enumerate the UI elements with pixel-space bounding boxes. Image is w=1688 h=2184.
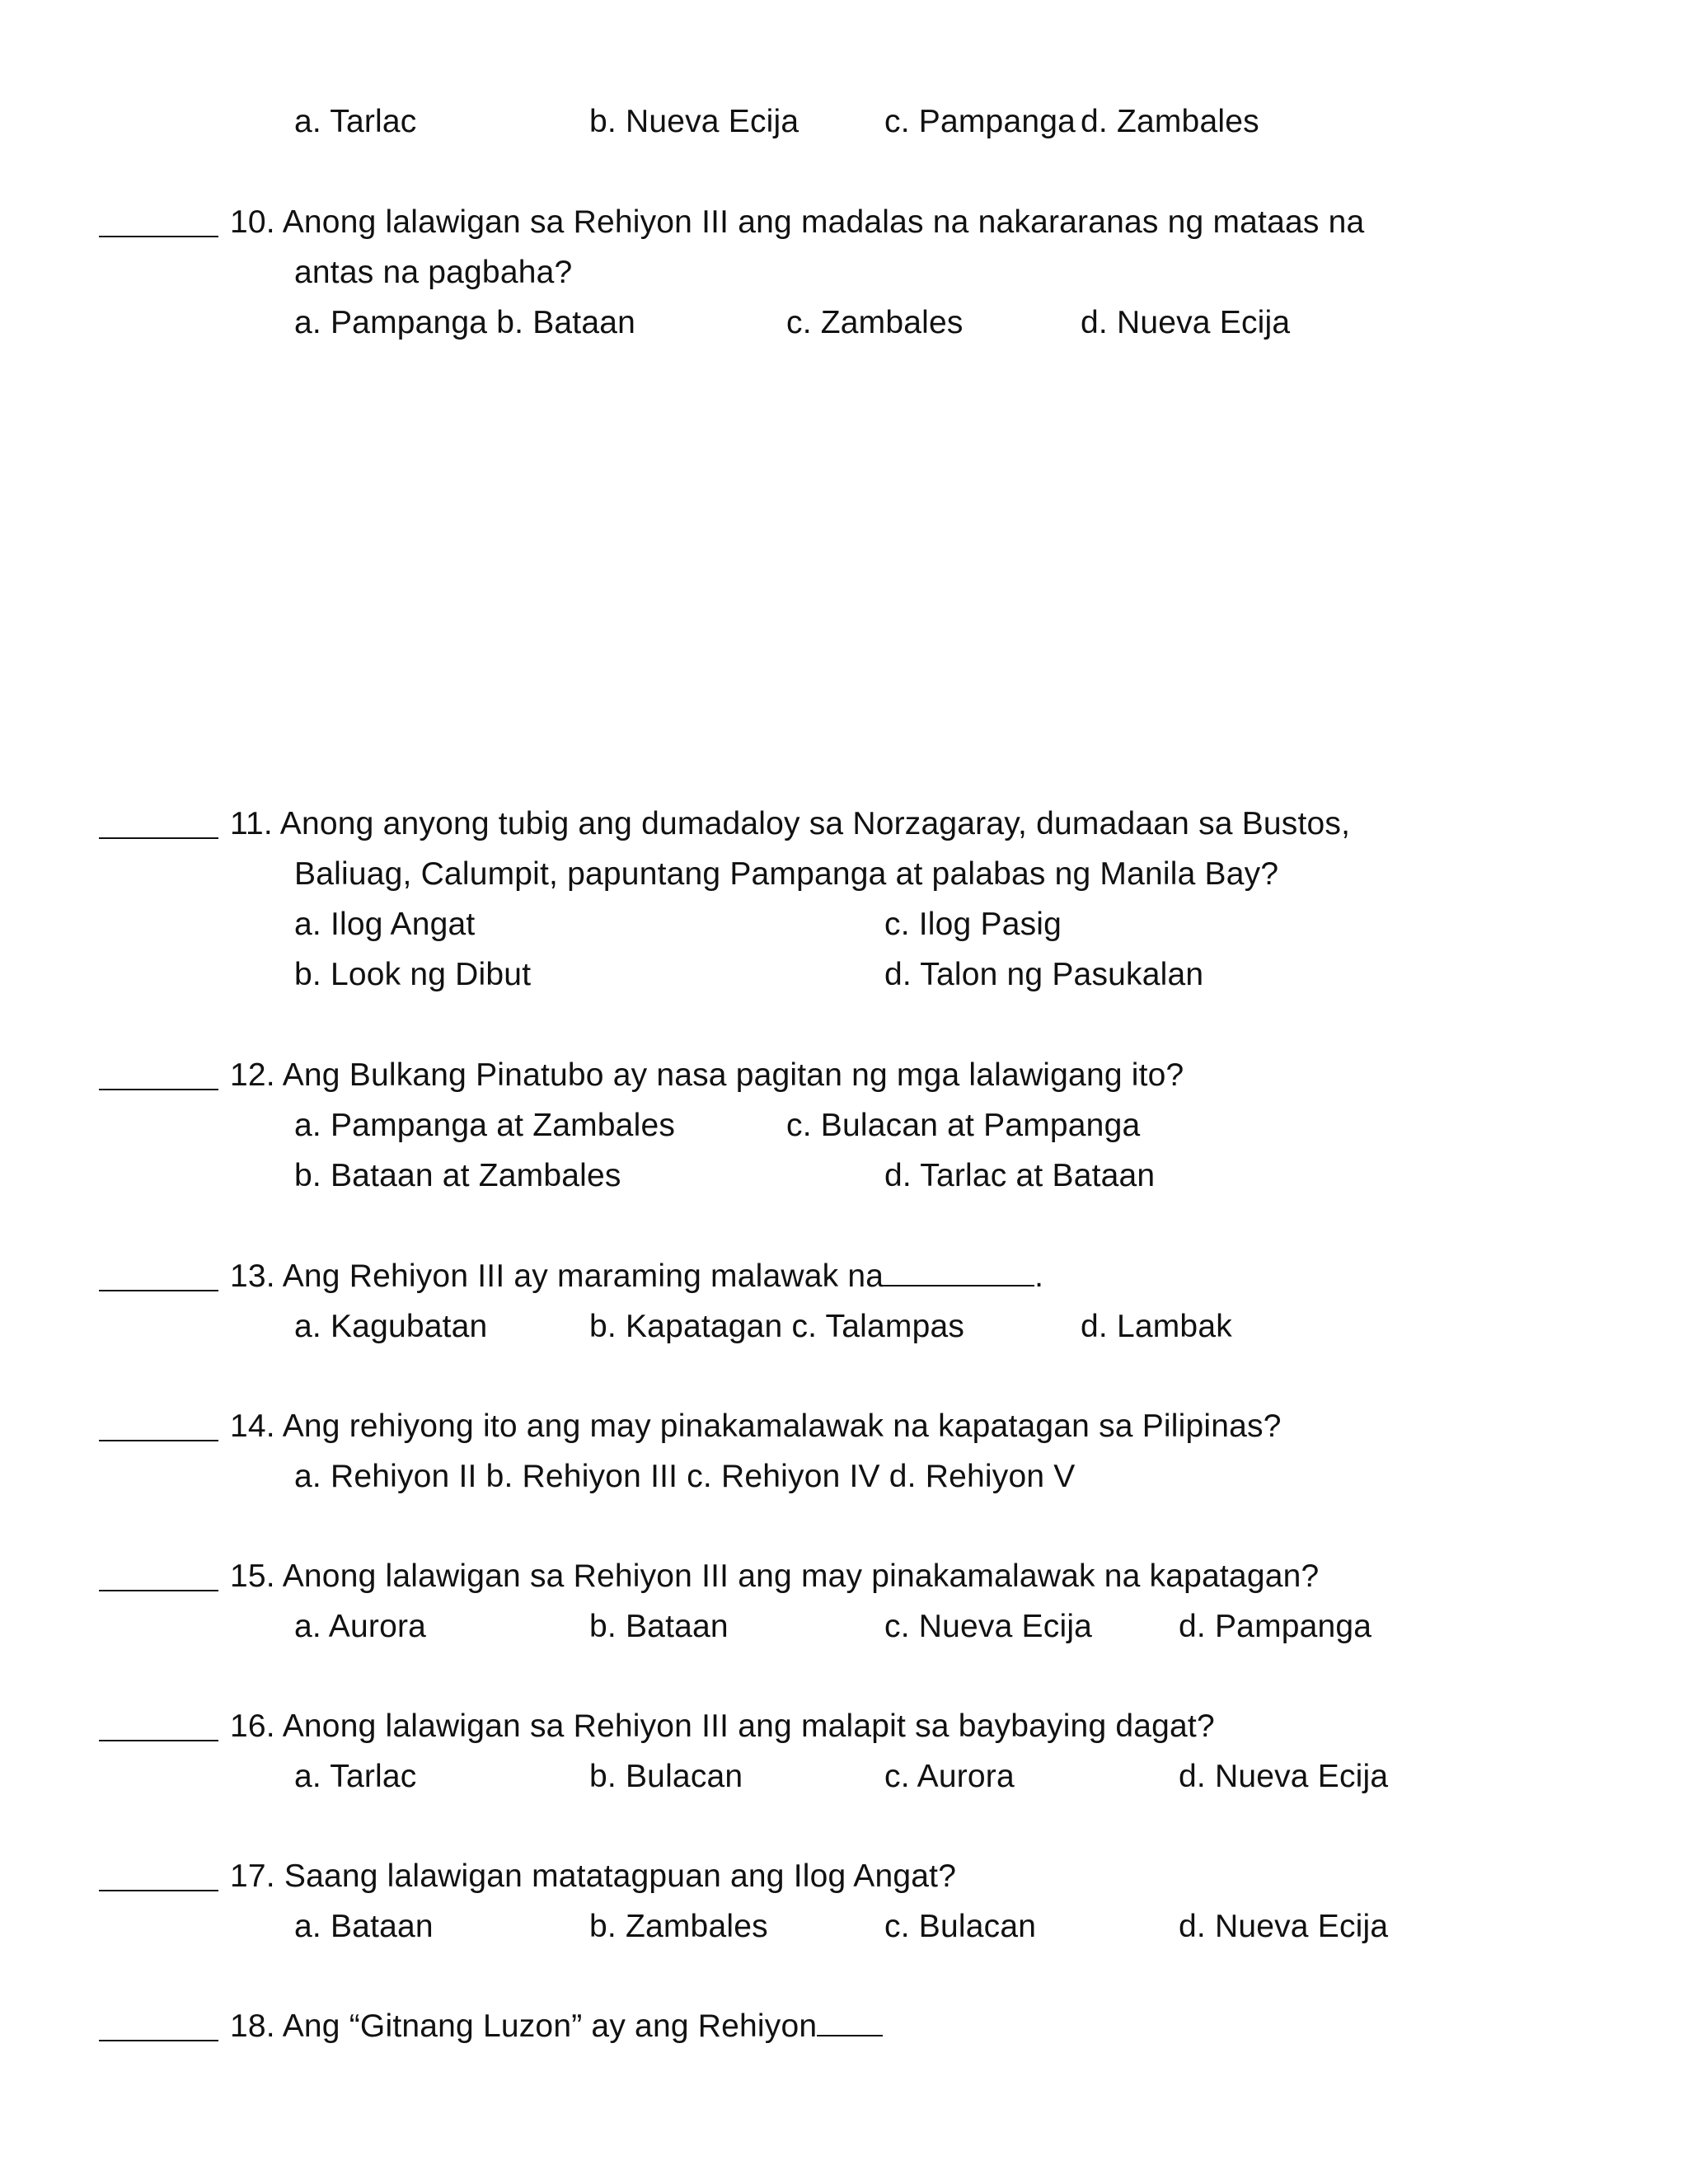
q15-choice-d: d. Pampanga: [1179, 1609, 1372, 1644]
q11-question-line1: 11. Anong anyong tubig ang dumadaloy sa Norzagaray, dumadaan sa Bustos,: [230, 806, 1351, 841]
q11-question-line2: Baliuag, Calumpit, papuntang Pampanga at palabas ng Manila Bay?: [294, 856, 1279, 892]
q16-choice-d: d. Nueva Ecija: [1179, 1759, 1389, 1794]
q10-answer-blank[interactable]: [99, 236, 218, 237]
q16-choice-c: c. Aurora: [884, 1759, 1015, 1794]
q13-question: [230, 1257, 1043, 1296]
q16-answer-blank[interactable]: [99, 1740, 218, 1741]
q18-fill-blank[interactable]: [817, 2010, 883, 2036]
q10-choice-d: d. Nueva Ecija: [1081, 305, 1291, 340]
q13-fill-blank[interactable]: [884, 1260, 1034, 1286]
q11-choice-c: c. Ilog Pasig: [884, 907, 1062, 942]
q10-question-line2: antas na pagbaha?: [294, 255, 573, 290]
q10-question-line1: 10. Anong lalawigan sa Rehiyon III ang madalas na nakararanas ng mataas na: [230, 204, 1365, 240]
q9-choice-d: d. Zambales: [1081, 104, 1259, 139]
q18-question: [230, 2007, 883, 2046]
q11-choice-b: b. Look ng Dibut: [294, 957, 532, 992]
q17-choice-a: a. Bataan: [294, 1909, 434, 1944]
q12-choice-b: b. Bataan at Zambales: [294, 1158, 621, 1193]
q17-choice-d: d. Nueva Ecija: [1179, 1909, 1389, 1944]
q15-answer-blank[interactable]: [99, 1590, 218, 1591]
q17-choice-c: c. Bulacan: [884, 1909, 1037, 1944]
q16-choice-a: a. Tarlac: [294, 1759, 417, 1794]
q11-choice-d: d. Talon ng Pasukalan: [884, 957, 1204, 992]
q17-question: 17. Saang lalawigan matatagpuan ang Ilog Angat?: [230, 1858, 957, 1894]
q18-question-text: 18. Ang “Gitnang Luzon” ay ang Rehiyon: [230, 2008, 818, 2044]
q9-choice-c: c. Pampanga: [884, 104, 1076, 139]
q18-answer-blank[interactable]: [99, 2040, 218, 2041]
q14-choices: a. Rehiyon II b. Rehiyon III c. Rehiyon IV d. Rehiyon V: [294, 1459, 1076, 1494]
q11-choice-a: a. Ilog Angat: [294, 907, 476, 942]
q13-answer-blank[interactable]: [99, 1290, 218, 1291]
q13-choice-bc: b. Kapatagan c. Talampas: [589, 1309, 965, 1344]
q17-choice-b: b. Zambales: [589, 1909, 768, 1944]
q11-answer-blank[interactable]: [99, 837, 218, 839]
q10-choice-ab: a. Pampanga b. Bataan: [294, 305, 636, 340]
q13-choice-a: a. Kagubatan: [294, 1309, 488, 1344]
q15-question: 15. Anong lalawigan sa Rehiyon III ang may pinakamalawak na kapatagan?: [230, 1558, 1320, 1594]
q9-choice-a: a. Tarlac: [294, 104, 417, 139]
q16-choice-b: b. Bulacan: [589, 1759, 743, 1794]
q17-answer-blank[interactable]: [99, 1890, 218, 1891]
q16-question: 16. Anong lalawigan sa Rehiyon III ang malapit sa baybaying dagat?: [230, 1708, 1215, 1744]
q12-answer-blank[interactable]: [99, 1089, 218, 1090]
q12-choice-c: c. Bulacan at Pampanga: [786, 1108, 1141, 1143]
q14-question: 14. Ang rehiyong ito ang may pinakamalawak na kapatagan sa Pilipinas?: [230, 1408, 1282, 1444]
q12-question: 12. Ang Bulkang Pinatubo ay nasa pagitan ng mga lalawigang ito?: [230, 1057, 1184, 1093]
q14-answer-blank[interactable]: [99, 1440, 218, 1441]
q15-choice-c: c. Nueva Ecija: [884, 1609, 1093, 1644]
q13-question-end: .: [1034, 1258, 1044, 1294]
q15-choice-b: b. Bataan: [589, 1609, 729, 1644]
q13-question-text: 13. Ang Rehiyon III ay maraming malawak na: [230, 1258, 884, 1294]
q9-choice-b: b. Nueva Ecija: [589, 104, 799, 139]
q15-choice-a: a. Aurora: [294, 1609, 427, 1644]
q12-choice-d: d. Tarlac at Bataan: [884, 1158, 1156, 1193]
q12-choice-a: a. Pampanga at Zambales: [294, 1108, 676, 1143]
q13-choice-d: d. Lambak: [1081, 1309, 1232, 1344]
q10-choice-c: c. Zambales: [786, 305, 964, 340]
